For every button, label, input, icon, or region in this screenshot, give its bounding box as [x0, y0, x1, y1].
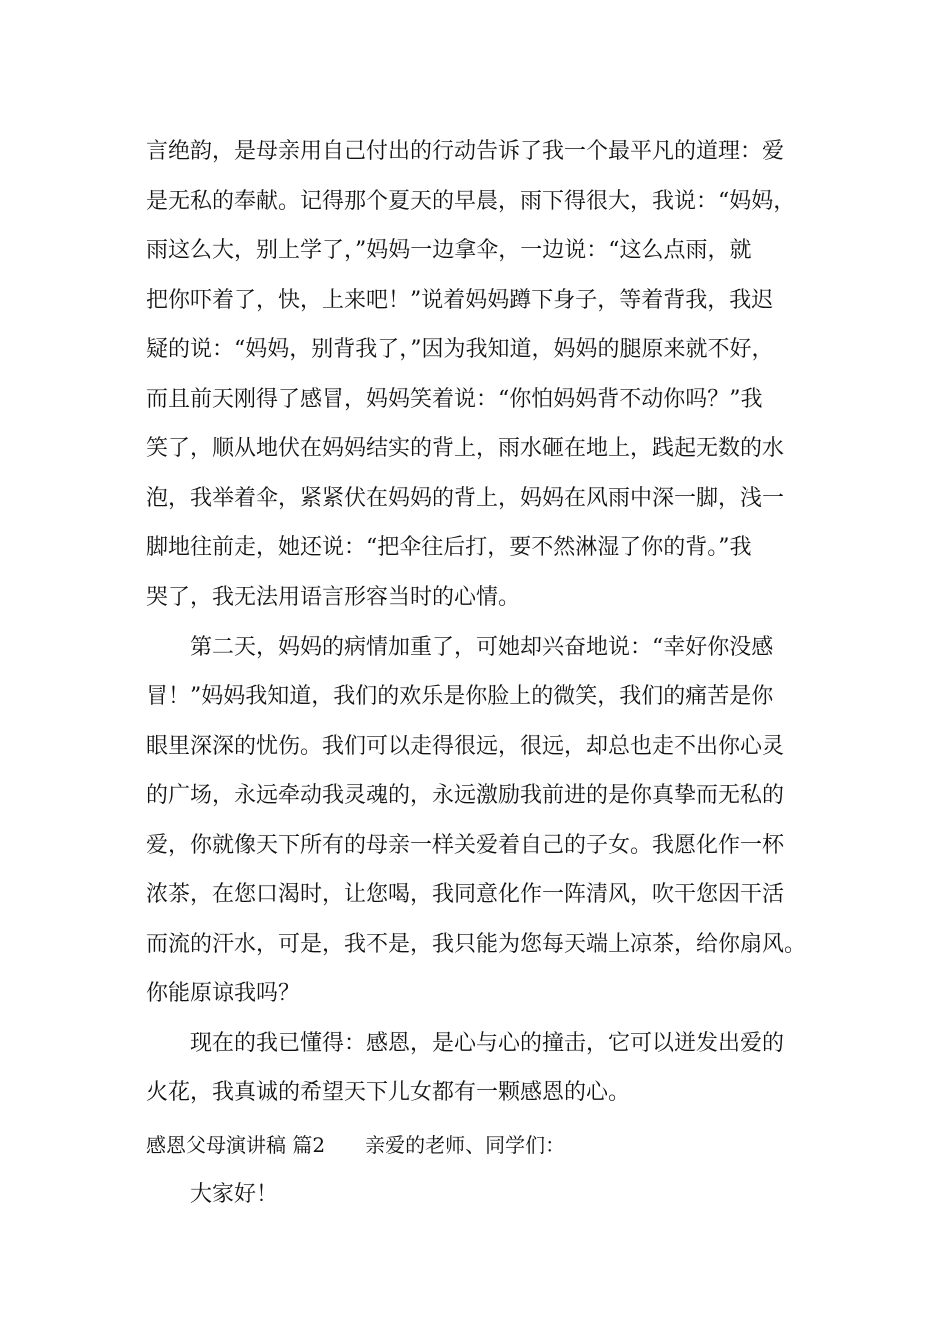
salutation: 亲爱的老师、同学们：	[365, 1133, 566, 1157]
paragraph-line: 言绝韵，是母亲用自己付出的行动告诉了我一个最平凡的道理：爱	[146, 139, 785, 164]
paragraph-line: 而流的汗水，可是，我不是，我只能为您每天端上凉茶，给你扇风。	[146, 932, 807, 957]
paragraph-line: 你能原谅我吗？	[146, 981, 301, 1006]
section-heading-line	[146, 1130, 565, 1160]
section-title: 感恩父母演讲稿 篇2	[146, 1133, 326, 1157]
paragraph-line: 的广场，永远牵动我灵魂的，永远激励我前进的是你真挚而无私的	[146, 783, 785, 808]
paragraph-line: 是无私的奉献。记得那个夏天的早晨，雨下得很大，我说：“妈妈，	[146, 189, 796, 214]
paragraph-line: 第二天，妈妈的病情加重了，可她却兴奋地说：“幸好你没感	[190, 635, 774, 660]
paragraph-line: 疑的说：“妈妈，别背我了，”因为我知道，妈妈的腿原来就不好，	[146, 337, 774, 362]
paragraph-line: 而且前天刚得了感冒，妈妈笑着说：“你怕妈妈背不动你吗？”我	[146, 387, 763, 412]
greeting-line: 大家好！	[190, 1182, 279, 1207]
paragraph-line: 冒！”妈妈我知道，我们的欢乐是你脸上的微笑，我们的痛苦是你	[146, 684, 774, 709]
paragraph-line: 爱，你就像天下所有的母亲一样关爱着自己的子女。我愿化作一杯	[146, 833, 785, 858]
paragraph-line: 现在的我已懂得：感恩，是心与心的撞击，它可以迸发出爱的	[190, 1031, 785, 1056]
paragraph-line: 脚地往前走，她还说：“把伞往后打，要不然淋湿了你的背。”我	[146, 535, 752, 560]
paragraph-line: 笑了，顺从地伏在妈妈结实的背上，雨水砸在地上，践起无数的水	[146, 436, 785, 461]
paragraph-line: 火花，我真诚的希望天下儿女都有一颗感恩的心。	[146, 1080, 631, 1105]
paragraph-line: 泡，我举着伞，紧紧伏在妈妈的背上，妈妈在风雨中深一脚，浅一	[146, 486, 785, 511]
paragraph-line: 眼里深深的忧伤。我们可以走得很远，很远，却总也走不出你心灵	[146, 734, 785, 759]
paragraph-line: 浓茶，在您口渴时，让您喝，我同意化作一阵清风，吹干您因干活	[146, 882, 785, 907]
paragraph-line: 雨这么大，别上学了，”妈妈一边拿伞，一边说：“这么点雨，就	[146, 238, 752, 263]
paragraph-line: 把你吓着了，快，上来吧！”说着妈妈蹲下身子，等着背我，我迟	[146, 288, 774, 313]
paragraph-line: 哭了，我无法用语言形容当时的心情。	[146, 585, 521, 610]
